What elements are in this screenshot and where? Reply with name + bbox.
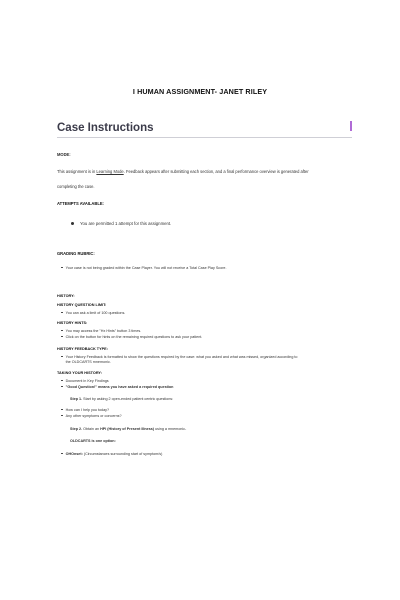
bullet-icon xyxy=(61,267,63,269)
bullet-icon xyxy=(61,415,63,417)
bullet-icon xyxy=(61,380,63,382)
grading-item: Your case is not being graded within the Case Player. You will not receive a Total Case Play Score. xyxy=(61,266,227,270)
case-instructions-heading: Case Instructions xyxy=(57,122,154,134)
step-1: Step 1. Start by asking 2 open-ended patient centric questions: xyxy=(70,397,174,401)
oldcarts-line: OLDCARTS is one option: xyxy=(70,439,116,443)
bullet-icon xyxy=(61,312,63,314)
bullet-icon xyxy=(61,330,63,332)
attempts-item: You are permitted 1 attempt for this assignment. xyxy=(80,221,172,226)
open-question-1: How can I help you today? xyxy=(61,408,109,412)
history-limit-item: You can ask a limit of 100 questions. xyxy=(61,311,125,315)
history-hints-item-1: You may access the "Hx Hints" button 3 times. xyxy=(61,329,141,333)
history-feedback-line2: the OLDCARTS mnemonic. xyxy=(65,360,111,364)
bullet-icon xyxy=(61,386,63,388)
step-2: Step 2. Obtain an HPI (History of Present Illness) using a mnemonic- xyxy=(70,427,187,431)
bullet-icon xyxy=(71,222,74,225)
mode-description-line2: completing the case. xyxy=(57,184,95,189)
bullet-icon xyxy=(61,409,63,411)
bullet-icon xyxy=(61,336,63,338)
heading-divider xyxy=(57,137,352,138)
taking-history-item-1: Document in Key Findings xyxy=(61,379,109,383)
open-question-2: Any other symptoms or concerns? xyxy=(61,414,122,418)
bullet-icon xyxy=(61,356,63,358)
history-heading: HISTORY: xyxy=(57,294,75,298)
document-title: I HUMAN ASSIGNMENT- JANET RILEY xyxy=(132,87,268,96)
history-feedback-heading: HISTORY FEEDBACK TYPE: xyxy=(57,347,108,351)
mode-description-line1: This assignment is in Learning Mode. Feedback appears after submitting each section, and a final performance overview is generated after xyxy=(57,169,309,174)
text-cursor-marker xyxy=(350,121,352,131)
bullet-icon xyxy=(61,453,63,455)
history-hints-heading: HISTORY HINTS: xyxy=(57,321,88,325)
history-limit-heading: HISTORY QUESTION LIMIT: xyxy=(57,303,107,307)
history-hints-item-2: Click on the button for hints on the remaining required questions to ask your patient. xyxy=(61,335,202,339)
history-feedback-line1: Your History Feedback is formatted to show the questions required by the case: what you asked and what was missed, organized according to xyxy=(61,355,298,359)
onset-item: OHOnset: (Circumstances surrounding start of symptom/s) xyxy=(61,452,162,456)
taking-history-item-2: "Good Question!" means you have asked a required question xyxy=(61,385,173,389)
grading-heading: GRADING RUBRIC: xyxy=(57,251,95,256)
taking-history-heading: TAKING YOUR HISTORY: xyxy=(57,371,102,375)
learning-mode-link[interactable]: Learning Mode xyxy=(96,169,124,174)
attempts-heading: ATTEMPTS AVAILABLE: xyxy=(57,201,104,206)
mode-heading: MODE: xyxy=(57,152,71,157)
